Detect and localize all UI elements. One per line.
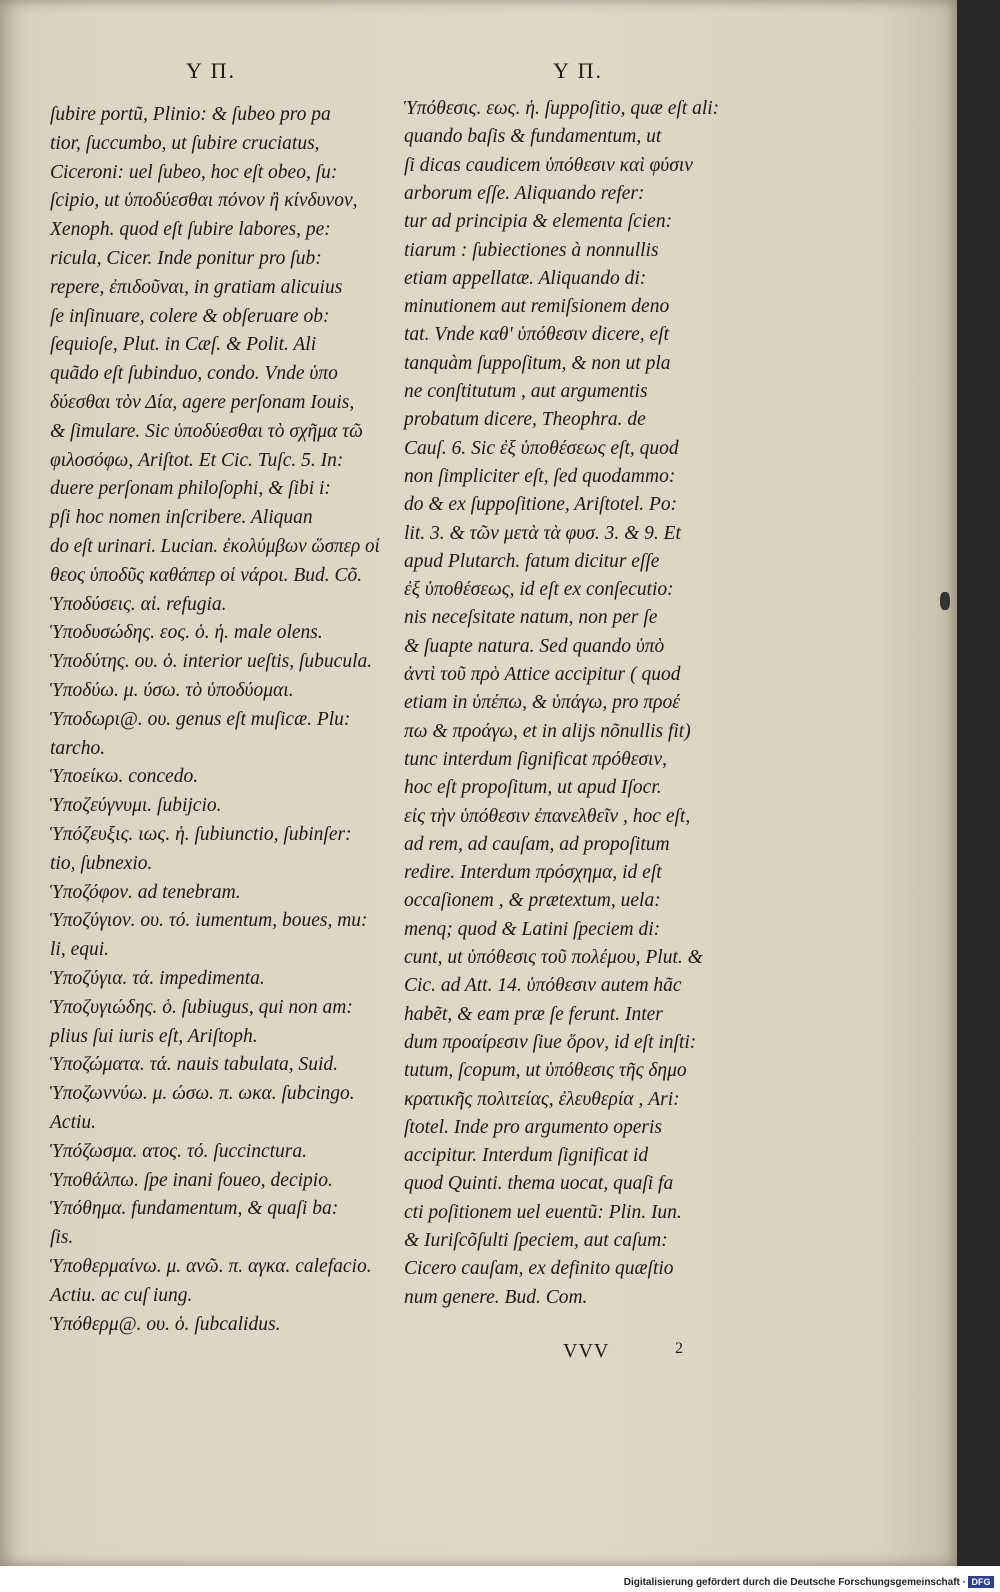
text-line: & Iuriſcõſulti ſpeciem, aut caſum: — [404, 1230, 668, 1251]
text-line: δύεσθαι τὸν Δία, agere perſonam Iouis, — [50, 392, 355, 413]
text-line: tarcho. — [50, 737, 106, 759]
text-line: tur ad principia & elementa ſcien: — [404, 211, 673, 233]
text-line: nis neceſsitate natum, non per ſe — [404, 607, 658, 629]
text-line: Actiu. — [50, 1112, 97, 1133]
text-line: cti poſitionem uel euentũ: Plin. Iun. — [404, 1201, 682, 1223]
text-line: num genere. Bud. Com. — [404, 1286, 588, 1308]
dfg-logo: DFG — [968, 1576, 994, 1588]
text-line: Ὑποζωννύω. μ. ώσω. π. ωκα. ſubcingo. — [50, 1083, 355, 1105]
text-line: etiam in ὑπέπω, & ὑπάγω, pro προέ — [404, 692, 680, 714]
text-line: Ὑποείκω. concedo. — [50, 766, 199, 788]
catchword: VVV — [563, 1340, 610, 1362]
text-line: arborum eſſe. Aliquando refer: — [404, 182, 645, 204]
text-line: φιλοσόφω, Ariſtot. Et Cic. Tuſc. 5. In: — [50, 449, 344, 471]
text-line: menq; quod & Latini ſpeciem di: — [404, 918, 661, 940]
text-line: tio, ſubnexio. — [50, 852, 153, 874]
running-head-right: Y Π. — [553, 58, 603, 83]
text-line: ſequioſe, Plut. in Cæſ. & Polit. Ali — [50, 334, 317, 356]
text-line: εἰς τὴν ὑπόθεσιν ἐπανελθεῖν , hoc eſt, — [404, 805, 691, 827]
text-line: Ὑποζεύγνυμι. ſubijcio. — [50, 795, 222, 817]
text-line: probatum dicere, Theophra. de — [404, 409, 646, 431]
text-line: do & ex ſuppoſitione, Ariſtotel. Po: — [404, 494, 678, 516]
text-line: pſi hoc nomen inſcribere. Aliquan — [50, 507, 313, 529]
text-line: πω & προάγω, et in alijs nõnullis fit) — [404, 720, 691, 742]
text-line: duere perſonam philoſophi, & ſibi i: — [50, 478, 331, 500]
text-line: etiam appellatæ. Aliquando di: — [404, 267, 647, 289]
text-line: ἐξ ὑποθέσεως, id eſt ex conſecutio: — [404, 579, 674, 601]
text-line: tunc interdum ſignificat πρόθεσιν, — [404, 748, 668, 770]
text-line: dum προαίρεσιν ſiue ὅρον, id eſt inſti: — [404, 1031, 697, 1053]
text-line: Ὑπόθημα. fundamentum, & quaſi ba: — [50, 1198, 339, 1220]
text-line: Ὑποζυγιώδης. ὁ. ſubiugus, qui non am: — [50, 996, 353, 1018]
text-line: quãdo eſt ſubinduo, condo. Vnde ὑπο — [50, 363, 338, 385]
text-line: tanquàm ſuppoſitum, & non ut pla — [404, 352, 671, 374]
digitization-credit: Digitalisierung gefördert durch die Deutsche Forschungsgemeinschaft · — [623, 1577, 966, 1588]
text-line: Actiu. ac cuſ iung. — [50, 1284, 193, 1306]
text-line: non ſimpliciter eſt, ſed quodammo: — [404, 465, 676, 487]
text-line: redire. Interdum πρόσχημα, id eſt — [404, 862, 662, 884]
text-line: Ὑπόζωσμα. ατος. τό. ſuccinctura. — [50, 1140, 307, 1162]
text-line: Ciceroni: uel ſubeo, hoc eſt obeo, ſu: — [50, 161, 338, 183]
text-line: accipitur. Interdum ſignificat id — [404, 1145, 649, 1167]
text-line: do eſt urinari. Lucian. ἐκολύμβων ὥσπερ οἱ — [50, 536, 380, 557]
text-line: θεος ὑποδῦς καθάπερ οἱ νάροι. Bud. Cõ. — [50, 564, 363, 586]
text-line: Ὑποθερμαίνω. μ. ανῶ. π. αγκα. calefacio. — [50, 1256, 372, 1277]
text-line: Ὑποδύτης. ου. ὁ. interior ueſtis, ſubucula. — [50, 651, 373, 673]
text-line: ricula, Cicer. Inde ponitur pro ſub: — [50, 248, 322, 269]
text-line: cunt, ut ὑπόθεσις τοῦ πολέμου, Plut. & — [404, 947, 703, 968]
text-line: quando baſis & fundamentum, ut — [404, 126, 662, 148]
text-line: tiarum : ſubiectiones à nonnullis — [404, 239, 659, 261]
text-line: Ὑποδυσώδης. εος. ὁ. ἡ. male olens. — [50, 622, 323, 644]
text-line: ſis. — [50, 1227, 74, 1249]
text-line: tutum, ſcopum, ut ὑπόθεσις τῆς δημο — [404, 1060, 687, 1082]
text-line: Ὑποθάλπω. ſpe inani foueo, decipio. — [50, 1169, 333, 1191]
text-line: & ſimulare. Sic ὑποδύεσθαι τὸ σχῆμα τῶ — [50, 420, 363, 442]
text-line: Ὑποδύσεις. αἱ. refugia. — [50, 593, 227, 615]
text-line: habẽt, & eam præ ſe ferunt. Inter — [404, 1003, 663, 1025]
text-line: Cauſ. 6. Sic ἐξ ὑποθέσεως eſt, quod — [404, 437, 679, 459]
text-line: tat. Vnde καθ' ὑπόθεσιν dicere, eſt — [404, 324, 670, 346]
text-line: ſcipio, ut ὑποδύεσθαι πόνον ἢ κίνδυνον, — [50, 190, 358, 212]
text-line: Xenoph. quod eſt ſubire labores, pe: — [50, 219, 331, 241]
text-line: Ὑποζώματα. τά. nauis tabulata, Suid. — [50, 1054, 339, 1076]
text-line: Ὑποζύγιον. ου. τό. iumentum, boues, mu: — [50, 910, 368, 932]
text-line: minutionem aut remiſsionem deno — [404, 296, 670, 318]
text-line: Ὑπόθερμ@. ου. ὁ. ſubcalidus. — [50, 1313, 281, 1335]
signature-mark: 2 — [675, 1340, 683, 1357]
text-line: Cicero cauſam, ex definito quæſtio — [404, 1258, 674, 1280]
text-line: Ὑποζύγια. τά. impedimenta. — [50, 968, 265, 989]
text-line: lit. 3. & τῶν μετὰ τὰ φυσ. 3. & 9. Et — [404, 522, 681, 544]
text-line: tior, ſuccumbo, ut ſubire cruciatus, — [50, 132, 320, 154]
text-line: plius ſui iuris eſt, Ariſtoph. — [50, 1025, 258, 1047]
running-head-left: Y Π. — [186, 58, 236, 83]
text-line: & ſuapte natura. Sed quando ὑπὸ — [404, 635, 665, 657]
text-line: ſe inſinuare, colere & obſeruare ob: — [50, 305, 330, 327]
binding-hole — [940, 592, 950, 610]
text-line: ἀντὶ τοῦ πρὸ Attice accipitur ( quod — [404, 664, 681, 685]
text-line: quod Quinti. thema uocat, quaſi fa — [404, 1173, 674, 1195]
text-line: Ὑπόζευξις. ιως. ἡ. ſubiunctio, ſubinſer: — [50, 824, 352, 845]
text-line: Ὑποζόφον. ad tenebram. — [50, 881, 241, 903]
text-line: Ὑπόθεσις. εως. ἡ. ſuppoſitio, quæ eſt ali: — [404, 98, 720, 119]
text-line: hoc eſt propoſitum, ut apud Iſocr. — [404, 777, 662, 799]
text-line: ſtotel. Inde pro argumento operis — [404, 1116, 662, 1138]
text-line: occaſionem , & prætextum, uela: — [404, 890, 661, 912]
text-line: repere, ἐπιδοῦναι, in gratiam alicuius — [50, 276, 343, 298]
text-line: apud Plutarch. fatum dicitur eſſe — [404, 550, 660, 572]
text-line: ſubire portũ, Plinio: & ſubeo pro pa — [50, 104, 331, 125]
text-line: ad rem, ad cauſam, ad propoſitum — [404, 833, 670, 855]
text-line: li, equi. — [50, 939, 110, 961]
text-line: κρατικῆς πολιτείας, ἐλευθερία , Ari: — [404, 1088, 680, 1110]
text-line: Ὑποδύω. μ. ύσω. τὸ ὑποδύομαι. — [50, 680, 294, 701]
text-line: Ὑποδωρι@. ου. genus eſt muſicæ. Plu: — [50, 708, 351, 730]
text-line: Cic. ad Att. 14. ὑπόθεσιν autem hãc — [404, 975, 682, 997]
text-line: ſi dicas caudicem ὑπόθεσιν καὶ φύσιν — [404, 154, 693, 176]
text-line: ne conſtitutum , aut argumentis — [404, 381, 648, 402]
